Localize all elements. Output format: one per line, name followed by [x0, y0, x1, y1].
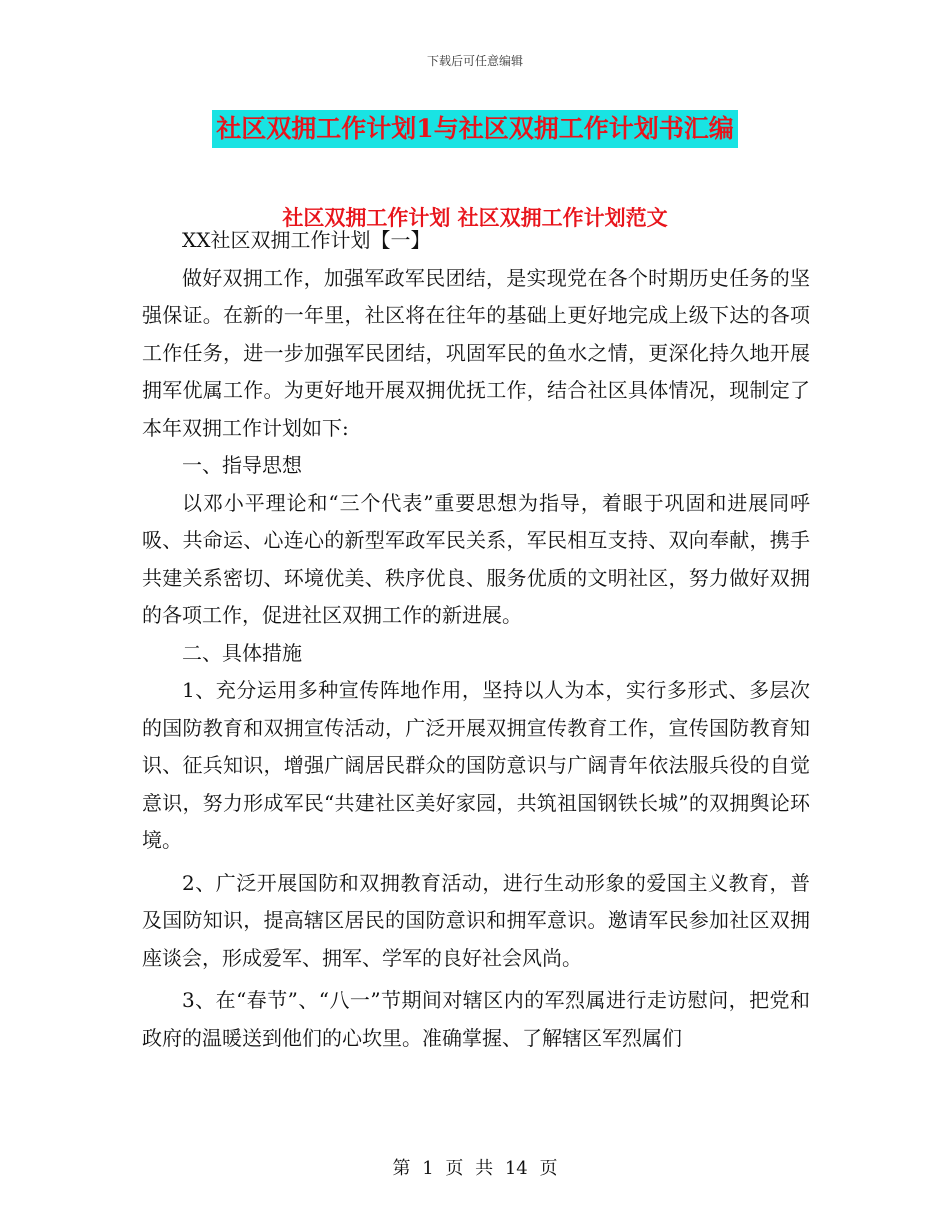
main-title: 社区双拥工作计划1与社区双拥工作计划书汇编	[212, 110, 737, 148]
paragraph-heading-guiding-thought: 一、指导思想	[182, 453, 302, 477]
paragraph-measure-1: 1、充分运用多种宣传阵地作用，坚持以人为本，实行多形式、多层次的国防教育和双拥宣传活动，广泛开展双拥宣传教育工作，宣传国防教育知识、征兵知识，增强广阔居民群众的国防意识与广阔青年依法服兵役的自觉意识，努力形成军民“共建社区美好家园，共筑祖国钢铁长城”的双拥舆论环境。	[142, 678, 810, 852]
page-footer: 第 1 页 共 14 页	[392, 1158, 558, 1179]
paragraph-section-heading: XX社区双拥工作计划【一】	[182, 228, 431, 252]
paragraph-measure-3: 3、在“春节”、“八一”节期间对辖区内的军烈属进行走访慰问，把党和政府的温暖送到他们的心坎里。准确掌握、了解辖区军烈属们	[142, 988, 810, 1050]
paragraph-measure-2: 2、广泛开展国防和双拥教育活动，进行生动形象的爱国主义教育，普及国防知识，提高辖区居民的国防意识和拥军意识。邀请军民参加社区双拥座谈会，形成爱军、拥军、学军的良好社会风尚。	[142, 870, 810, 970]
paragraph-intro: 做好双拥工作，加强军政军民团结，是实现党在各个时期历史任务的坚强保证。在新的一年里，社区将在往年的基础上更好地完成上级下达的各项工作任务，进一步加强军民团结，巩固军民的鱼水之情，更深化持久地开展拥军优属工作。为更好地开展双拥优抚工作，结合社区具体情况，现制定了本年双拥工作计划如下:	[142, 265, 810, 440]
main-title-container	[0, 110, 950, 148]
paragraph-guiding-thought: 以邓小平理论和“三个代表”重要思想为指导，着眼于巩固和进展同呼吸、共命运、心连心的新型军政军民关系，军民相互支持、双向奉献，携手共建关系密切、环境优美、秩序优良、服务优质的文明社区，努力做好双拥的各项工作，促进社区双拥工作的新进展。	[142, 490, 810, 627]
document-body	[142, 222, 810, 1057]
sub-title: 社区双拥工作计划 社区双拥工作计划范文	[282, 205, 668, 230]
header-note: 下载后可任意编辑	[426, 54, 523, 68]
paragraph-heading-measures: 二、具体措施	[182, 640, 302, 665]
